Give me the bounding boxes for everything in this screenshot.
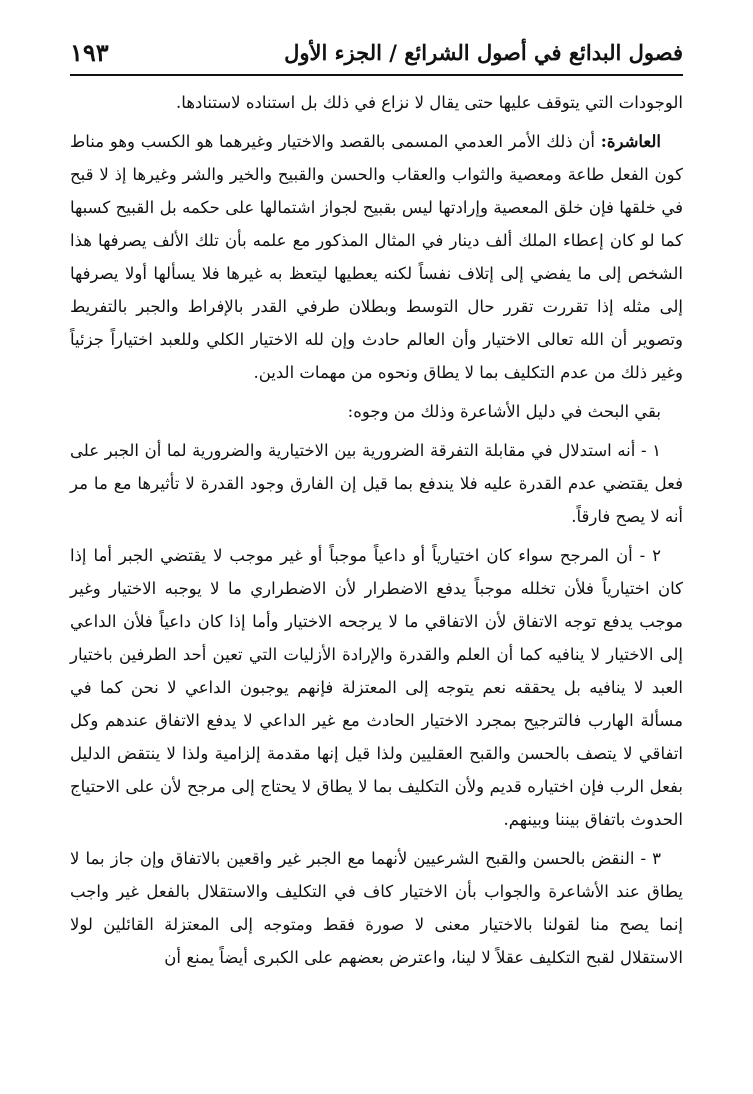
paragraph-continuation xyxy=(70,86,683,119)
paragraph-discussion-intro xyxy=(70,395,683,428)
paragraph-point-1 xyxy=(70,434,683,533)
section-label: العاشرة: xyxy=(600,132,661,151)
paragraph-text: الوجودات التي يتوقف عليها حتى يقال لا نزاع في ذلك بل استناده لاستنادها. xyxy=(176,93,683,112)
paragraph-point-2 xyxy=(70,539,683,836)
page-header xyxy=(70,38,683,76)
paragraph-text: بقي البحث في دليل الأشاعرة وذلك من وجوه: xyxy=(347,402,661,421)
running-title: فصول البدائع في أصول الشرائع / الجزء الأول xyxy=(284,40,683,65)
body-text xyxy=(70,86,683,980)
paragraph-text: ٢ - أن المرجح سواء كان اختيارياً أو داعياً موجباً أو غير موجب لا يقتضي الجبر أما إذا كان اختيارياً فلأن تخلله موجباً يدفع الاضطرار لأن الاضطراري ما لا يوجبه الاختيار وغير موجب يدفع توجه الاتفاق لأن الاتفاقي ما لا يرجحه الاختيار وأما إذا كان داعياً فلأن الداعي إلى الاختيار لا ينافيه كما أن العلم والقدرة والإرادة الأزليات التي تعين أحد الطرفين باختيار العبد لا ينافيه بل يحققه نعم يتوجه إلى المعتزلة فإنهم يوجبون الداعي لا نحن كما في مسألة الهارب فالترجيح بمجرد الاختيار الحادث مع غير الداعي لا يدفع الاتفاق عندهم وكل اتفاقي لا يتصف بالحسن والقبح العقليين ولذا قيل إنها مقدمة إلزامية ولذا لا ينتقض الدليل بفعل الرب فإن اختياره قديم ولأن التكليف بما لا يطاق لا يحتاج إلى مرجح لأن على الاحتياج الحدوث باتفاق بيننا وبينهم. xyxy=(70,546,683,829)
paragraph-tenth-point xyxy=(70,125,683,389)
paragraph-text: ١ - أنه استدلال في مقابلة التفرقة الضرورية بين الاختيارية والضرورية لما أن الجبر على فعل يقتضي عدم القدرة عليه فلا يندفع بما قيل إن الفارق وجود القدرة لا تأثيرها مع ما مر أنه لا يصح فارقاً. xyxy=(70,441,683,526)
paragraph-text: أن ذلك الأمر العدمي المسمى بالقصد والاختيار وغيرهما هو الكسب وهو مناط كون الفعل طاعة ومعصية والثواب والعقاب والحسن والقبيح والخير والشر وغيرها إذ لا قبح في خلقها فإن خلق المعصية وإرادتها ليس بقبيح لجواز اشتمالها على حكمه بل القبيح كسبها كما لو كان إعطاء الملك ألف دينار في المثال المذكور مع علمه بأن تلك الألف يصرفها هذا الشخص إلى ما يفضي إلى إتلاف نفساً لكنه يعطيها ليتعظ به غيرها فلا يسألها أولا يصرفها إلى مثله إذا تقررت تقرر حال التوسط وبطلان طرفي القدر بالإفراط والجبر بالتفريط وتصوير أن الله تعالى الاختيار وأن العالم حادث وإن لله الاختيار الكلي وللعبد اختياراً جزئياً وغير ذلك من عدم التكليف بما لا يطاق ونحوه من مهمات الدين. xyxy=(70,132,683,382)
paragraph-text: ٣ - النقض بالحسن والقبح الشرعيين لأنهما مع الجبر غير واقعين بالاتفاق وإن جاز بما لا يطاق عند الأشاعرة والجواب بأن الاختيار كاف في التكليف والاستقلال بالفعل غير واجب إنما يصح منا لقولنا بالاختيار معنى لا صورة فقط ومتوجه إلى المعتزلة القائلين لولا الاستقلال لقبح التكليف عقلاً لا لينا، واعترض بعضهم على الكبرى أيضاً يمنع أن xyxy=(70,849,683,967)
paragraph-point-3 xyxy=(70,842,683,974)
page-number: ١٩٣ xyxy=(70,38,109,67)
